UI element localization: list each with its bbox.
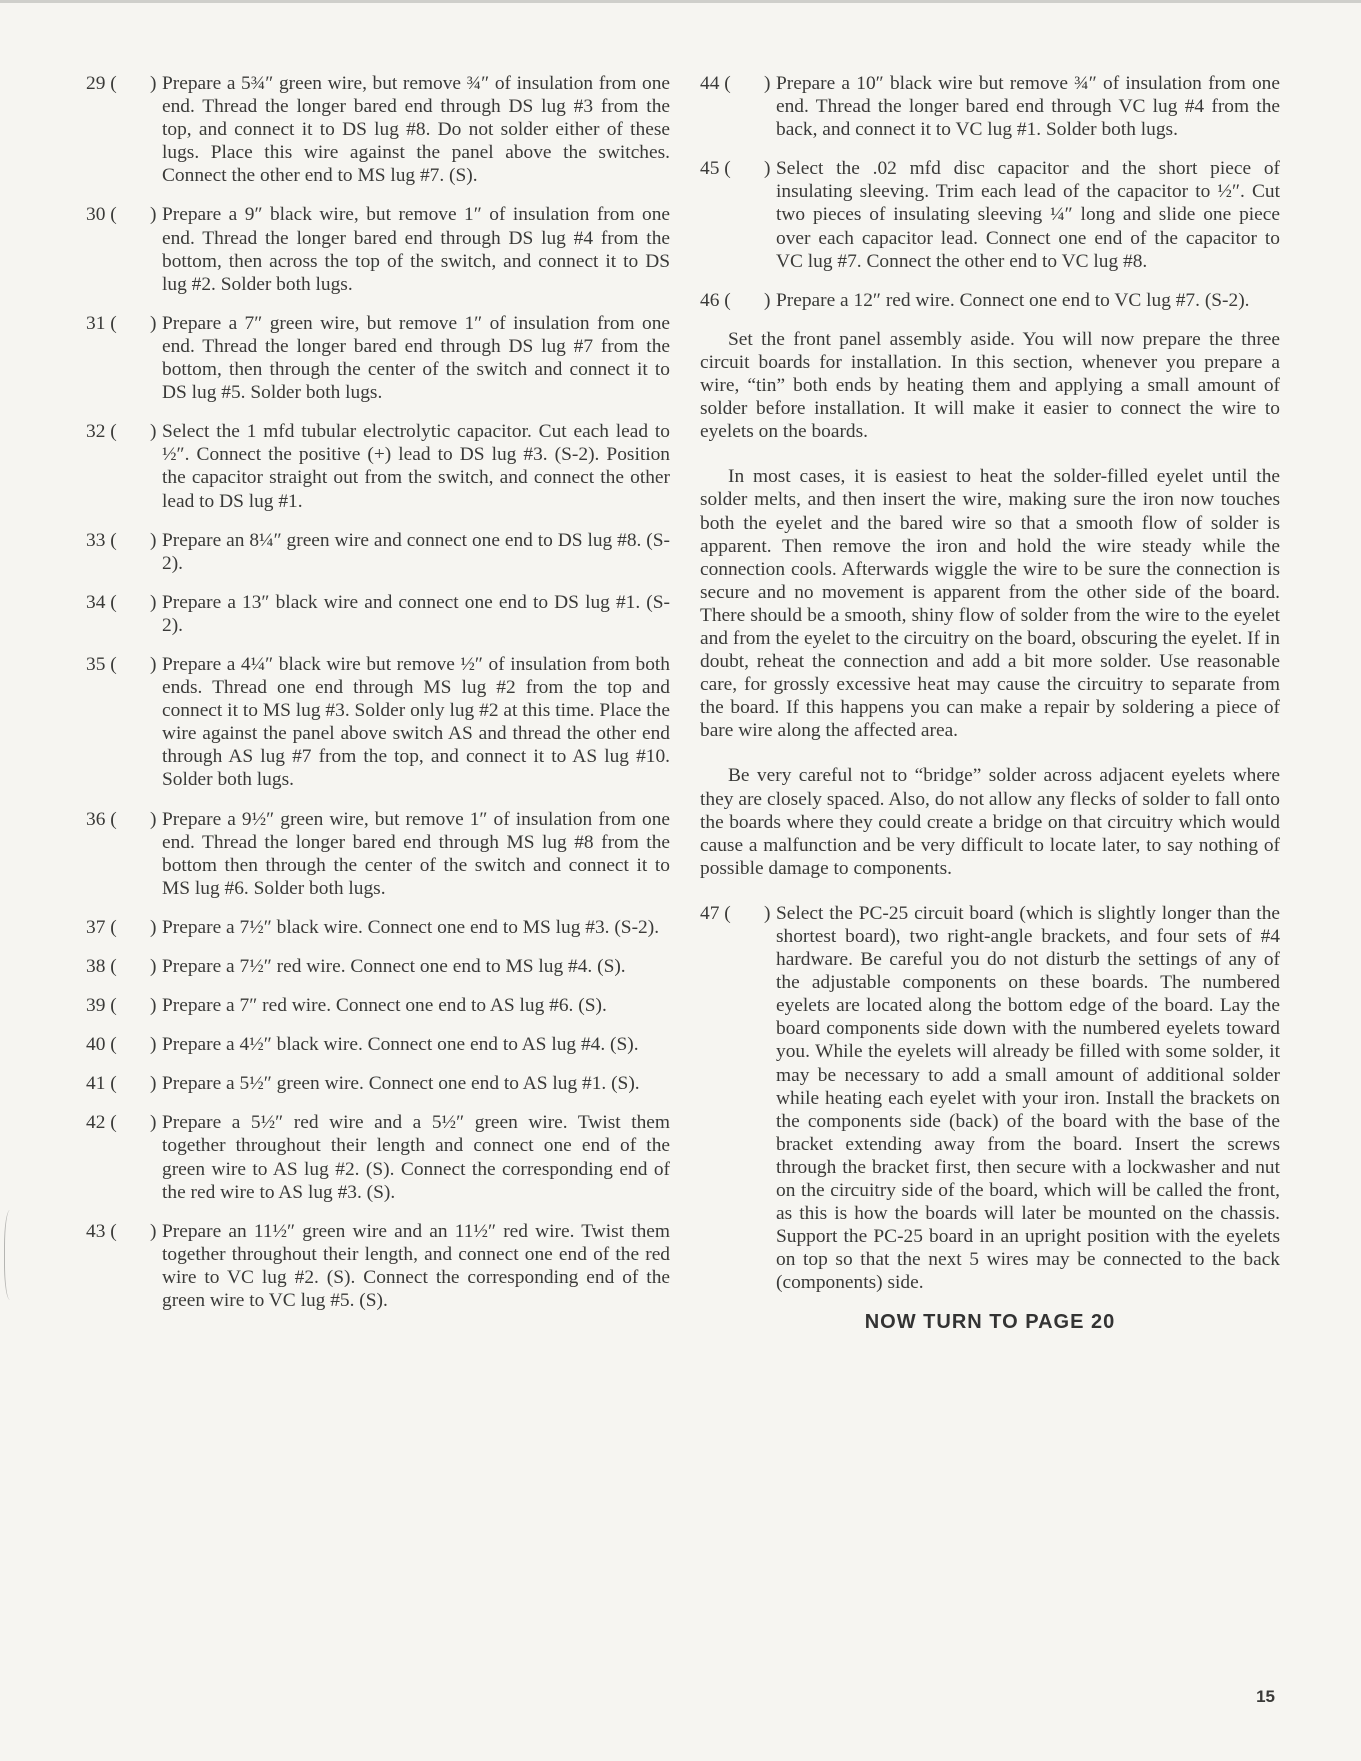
step-31 [86,312,670,404]
step-text: Select the .02 mfd disc capacitor and the short piece of insulating sleeving. Trim each lead of the capacitor to ½″. Cut two pieces of insulating sleeving ¼″ long and slide one piece over each capacitor lead. Connect one end of the capacitor to VC lug #7. Connect the other end to VC lug #8. [776,158,1280,272]
step-number: 32 ( [86,421,117,443]
checkbox-close: ) [764,289,771,311]
step-text: Prepare a 4¼″ black wire but remove ½″ of insulation from both ends. Thread one end through MS lug #2 from the top and connect it to MS lug #3. Solder only lug #2 at this time. Place the wire against the panel above switch AS and thread the other end through AS lug #7 from the top, and connect it to AS lug #10. Solder both lugs. [162,653,670,791]
step-number: 34 ( [86,591,117,613]
step-35 [86,653,670,792]
step-34 [86,591,670,637]
step-39 [86,994,670,1017]
step-number: 43 ( [86,1220,117,1242]
step-number: 29 ( [86,73,117,94]
step-text: Prepare a 13″ black wire and connect one end to DS lug #1. (S-2). [162,591,670,636]
step-number: 33 ( [86,529,117,551]
top-rule [0,0,1361,3]
step-41 [86,1072,670,1095]
step-text: Select the PC-25 circuit board (which is slightly longer than the shortest board), two right-angle brackets, and four sets of #4 hardware. Be careful you do not disturb the settings of any of the adjustable components on these boards. The numbered eyelets are located along the bottom edge of the board. Lay the board components side down with the numbered eyelets toward you. While the eyelets will already be filled with some solder, it may be necessary to add a small amount of additional solder while heating each eyelet with your iron. Install the brackets on the components side (back) of the board with the base of the bracket extending away from the board. Insert the screws through the bracket first, then secure with a lockwasher and nut on the circuitry side of the board, which will be called the front, as this is how the boards will later be mounted on the chassis. Support the PC-25 board in an upright position with the eyelets on top so that the next 5 wires may be connected to the back (components) side. [776,902,1280,1294]
step-46 [700,289,1280,312]
checkbox-close: ) [150,312,157,334]
checkbox-close: ) [150,1034,157,1056]
step-text: Prepare a 5½″ green wire. Connect one end to AS lug #1. (S). [162,1073,640,1095]
step-text: Prepare a 7″ red wire. Connect one end to AS lug #6. (S). [162,995,607,1017]
step-number: 46 ( [700,289,731,311]
right-column [700,72,1280,1334]
step-number: 41 ( [86,1073,117,1095]
checkbox-close: ) [764,73,771,94]
step-number: 37 ( [86,916,117,938]
step-number: 42 ( [86,1112,117,1134]
step-text: Select the 1 mfd tubular electrolytic capacitor. Cut each lead to ½″. Connect the positive (+) lead to DS lug #3. (S-2). Position the capacitor straight out from the switch, and connect the other lead to DS lug #1. [162,421,670,512]
checkbox-close: ) [150,1220,157,1242]
checkbox-close: ) [764,158,771,180]
step-text: Prepare a 7½″ red wire. Connect one end to MS lug #4. (S). [162,956,626,977]
checkbox-close: ) [150,421,157,443]
step-text: Prepare an 11½″ green wire and an 11½″ red wire. Twist them together throughout their length, and connect one end of the red wire to VC lug #2. (S). Connect the corresponding end of the green wire to VC lug #5. (S). [162,1220,670,1312]
paragraph-bridge-warning: Be very careful not to “bridge” solder across adjacent eyelets where they are closely spaced. Also, do not allow any flecks of solder to fall onto the boards where they could create a bridge on that circuitry which would cause a malfunction and be very difficult to locate later, to say nothing of possible damage to components. [700,765,1280,879]
step-38 [86,955,670,978]
step-text: Prepare a 9″ black wire, but remove 1″ of insulation from one end. Thread the longer bared end through DS lug #4 from the bottom, then across the top of the switch, and connect it to DS lug #2. Solder both lugs. [162,204,670,295]
step-number: 39 ( [86,995,117,1017]
step-text: Prepare an 8¼″ green wire and connect one end to DS lug #8. (S-2). [162,529,670,574]
page-number: 15 [1256,1687,1275,1706]
step-47 [700,902,1280,1295]
checkbox-close: ) [150,995,157,1017]
step-text: Prepare a 7″ green wire, but remove 1″ of insulation from one end. Thread the longer bared end through DS lug #7 from the bottom, then through the center of the switch and connect it to DS lug #5. Solder both lugs. [162,312,670,404]
step-42 [86,1111,670,1203]
step-text: Prepare a 12″ red wire. Connect one end to VC lug #7. (S-2). [776,289,1250,311]
step-33 [86,529,670,575]
step-40 [86,1033,670,1056]
checkbox-close: ) [150,591,157,613]
step-number: 38 ( [86,956,117,977]
margin-pencil-mark [4,1210,19,1300]
checkbox-close: ) [150,529,157,551]
left-column [86,72,670,1328]
checkbox-close: ) [150,1112,157,1134]
step-number: 31 ( [86,312,117,334]
step-36 [86,808,670,900]
turn-page-notice: NOW TURN TO PAGE 20 [864,1310,1116,1333]
step-number: 45 ( [700,158,731,180]
checkbox-close: ) [150,956,157,977]
checkbox-close: ) [150,204,157,226]
checkbox-close: ) [150,653,157,675]
step-text: Prepare a 4½″ black wire. Connect one end to AS lug #4. (S). [162,1034,639,1056]
checkbox-close: ) [150,808,157,830]
step-number: 36 ( [86,808,117,830]
step-text: Prepare a 5¾″ green wire, but remove ¾″ of insulation from one end. Thread the longer bared end through DS lug #3 from the top, and connect it to DS lug #8. Do not solder either of these lugs. Place this wire against the panel above the switches. Connect the other end to MS lug #7. (S). [162,73,670,187]
checkbox-close: ) [150,1073,157,1095]
step-37 [86,916,670,939]
checkbox-close: ) [150,916,157,938]
step-32 [86,420,670,512]
paragraph-soldering: In most cases, it is easiest to heat the solder-filled eyelet until the solder melts, and then insert the wire, making sure the iron now touches both the eyelet and the bared wire so that a smooth flow of solder is apparent. Then remove the iron and hold the wire steady while the connection cools. Afterwards wiggle the wire to be sure the connection is secure and no movement is apparent from the other side of the board. There should be a smooth, shiny flow of solder from the wire to the eyelet and from the eyelet to the circuitry on the board, obscuring the eyelet. If in doubt, reheat the connection and add a bit more solder. Use reasonable care, for grossly excessive heat may cause the circuitry to separate from the board. If this happens you can make a repair by soldering a piece of bare wire along the affected area. [700,466,1280,742]
step-44 [700,72,1280,141]
step-text: Prepare a 5½″ red wire and a 5½″ green wire. Twist them together throughout their length and connect one end of the green wire to AS lug #2. (S). Connect the corresponding end of the red wire to AS lug #3. (S). [162,1112,670,1203]
step-30 [86,203,670,295]
step-text: Prepare a 9½″ green wire, but remove 1″ of insulation from one end. Thread the longer bared end through MS lug #8 from the bottom then through the center of the switch and connect it to MS lug #6. Solder both lugs. [162,808,670,899]
step-number: 47 ( [700,902,731,924]
step-29 [86,72,670,187]
checkbox-close: ) [150,73,157,94]
step-number: 35 ( [86,653,117,675]
step-number: 44 ( [700,73,731,94]
paragraph-front-panel: Set the front panel assembly aside. You will now prepare the three circuit boards for installation. In this section, whenever you prepare a wire, “tin” both ends by heating them and applying a small amount of solder before installation. It will make it easier to connect the wire to eyelets on the boards. [700,328,1280,443]
step-text: Prepare a 10″ black wire but remove ¾″ of insulation from one end. Thread the longer bared end through VC lug #4 from the back, and connect it to VC lug #1. Solder both lugs. [776,73,1280,141]
step-text: Prepare a 7½″ black wire. Connect one end to MS lug #3. (S-2). [162,916,660,938]
step-45 [700,157,1280,272]
step-number: 30 ( [86,204,117,226]
checkbox-close: ) [764,902,771,924]
step-43 [86,1220,670,1312]
step-number: 40 ( [86,1034,117,1056]
